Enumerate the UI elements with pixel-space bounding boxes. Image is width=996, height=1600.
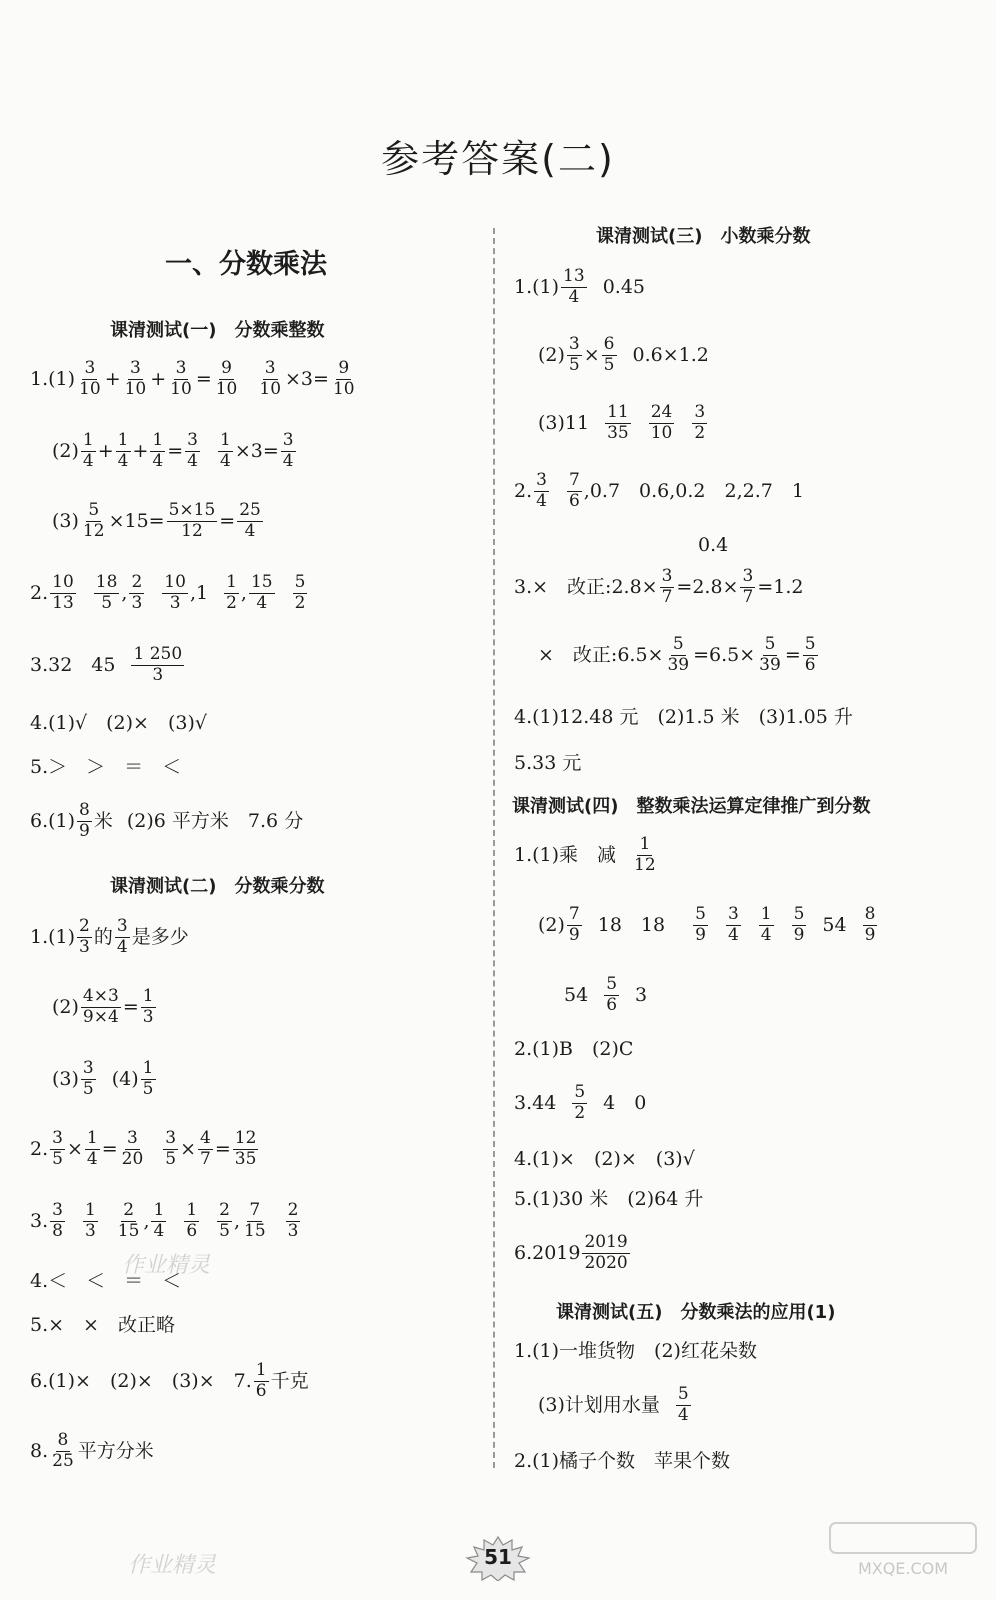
answer-line: 5.(1)30 米 (2)64 升 (514, 1188, 704, 1210)
answer-line: 6.(1)× (2)× (3)× 7. $\frac{1}{6}$ 千克 (30, 1360, 309, 1401)
site-watermark: MXQE.COM (828, 1521, 978, 1578)
site-logo-icon (828, 1521, 978, 1555)
page-number-badge (462, 1535, 534, 1581)
answer-line: (3) $\frac{5}{12}$ ×15= $\frac{5\times 15}{12}$ = $\frac{25}{4}$ (52, 500, 261, 541)
answer-line: 2. $\frac{10}{13}$ $\frac{18}{5}$ , $\frac{2}{3}$ $\frac{10}{3}$ ,1 $\frac{1}{2}$ , $\frac{15}{4}$ $\frac{5}{2}$ (30, 572, 306, 613)
answer-line: 54 $\frac{5}{6}$ 3 (564, 974, 648, 1015)
answer-line: 3.32 45 $\frac{1 250}{3}$ (30, 644, 183, 685)
answer-line: (3)11 $\frac{11}{35}$ $\frac{24}{10}$ $\frac{3}{2}$ (538, 402, 706, 443)
page-title: 参考答案(二) (381, 137, 615, 181)
answer-line: 1.(1)一堆货物 (2)红花朵数 (514, 1340, 757, 1362)
answer-line: 3.× 改正:2.8× $\frac{3}{7}$ =2.8× $\frac{3}{7}$ =1.2 (514, 566, 804, 607)
answer-line: (2) $\frac{7}{9}$ 18 18 $\frac{5}{9}$ $\frac{3}{4}$ $\frac{1}{4}$ $\frac{5}{9}$ 54 $\frac{8}{9}$ (538, 904, 876, 945)
section-heading-2: 课清测试(二) 分数乘分数 (110, 876, 325, 897)
answer-line: 0.4 (698, 534, 729, 556)
answer-line: 1.(1) $\frac{13}{4}$ 0.45 (514, 266, 645, 307)
answer-line: × 改正:6.5× $\frac{5}{39}$ =6.5× $\frac{5}{39}$ = $\frac{5}{6}$ (538, 634, 816, 675)
answer-line: 4.(1)× (2)× (3)√ (514, 1148, 695, 1170)
answer-line: (2) $\frac{1}{4}$ + $\frac{1}{4}$ + $\frac{1}{4}$ = $\frac{3}{4}$ $\frac{1}{4}$ ×3= $\frac{3}{4}$ (52, 430, 294, 471)
answer-line: 2. $\frac{3}{4}$ $\frac{7}{6}$ ,0.7 0.6,0.2 2,2.7 1 (514, 470, 804, 511)
answer-line: 1.(1) $\frac{2}{3}$ 的 $\frac{3}{4}$ 是多少 (30, 916, 189, 957)
column-divider (493, 228, 495, 1468)
page-number: 51 (484, 1545, 512, 1569)
answer-line: 4.＜ ＜ ＝ ＜ (30, 1270, 182, 1292)
answer-line: 5.＞ ＞ ＝ ＜ (30, 756, 182, 778)
answer-line: 1.(1) $\frac{3}{10}$ + $\frac{3}{10}$ + $\frac{3}{10}$ = $\frac{9}{10}$ $\frac{3}{10}$ ×3= $\frac{9}{10}$ (30, 358, 355, 399)
watermark-text: 作业精灵 (122, 1253, 211, 1278)
answer-line: 1.(1)乘 减 $\frac{1}{12}$ (514, 834, 656, 875)
answer-line: (3)计划用水量 $\frac{5}{4}$ (538, 1384, 689, 1425)
section-heading-5: 课清测试(五) 分数乘法的应用(1) (556, 1302, 836, 1323)
section-heading-4: 课清测试(四) 整数乘法运算定律推广到分数 (512, 796, 871, 817)
answer-line: 3. $\frac{3}{8}$ $\frac{1}{3}$ $\frac{2}{15}$ , $\frac{1}{4}$ $\frac{1}{6}$ $\frac{2}{5}$ , $\frac{7}{15}$ $\frac{2}{3}$ (30, 1200, 299, 1241)
section-heading-3: 课清测试(三) 小数乘分数 (596, 226, 811, 247)
answer-line: 2.(1)橘子个数 苹果个数 (514, 1450, 731, 1472)
answer-line: 4.(1)12.48 元 (2)1.5 米 (3)1.05 升 (514, 706, 853, 728)
answer-line: (2) $\frac{3}{5}$ × $\frac{6}{5}$ 0.6×1.2 (538, 334, 709, 375)
answer-line: 8. $\frac{8}{25}$ 平方分米 (30, 1430, 154, 1471)
answer-line: 5.33 元 (514, 752, 582, 774)
answer-line: 5.× × 改正略 (30, 1314, 175, 1336)
answer-line: 6.2019 $\frac{2019}{2020}$ (514, 1232, 628, 1273)
answer-line: (3) $\frac{3}{5}$ (4) $\frac{1}{5}$ (52, 1058, 154, 1099)
chapter-heading: 一、分数乘法 (165, 249, 327, 280)
watermark-text: 作业精灵 (128, 1553, 217, 1578)
answer-line: 4.(1)√ (2)× (3)√ (30, 712, 208, 734)
answer-line: (2) $\frac{4\times 3}{9\times 4}$ = $\frac{1}{3}$ (52, 986, 154, 1027)
answer-line: 6.(1) $\frac{8}{9}$ 米 (2)6 平方米 7.6 分 (30, 800, 304, 841)
answer-line: 3.44 $\frac{5}{2}$ 4 0 (514, 1082, 647, 1123)
answer-line: 2.(1)B (2)C (514, 1038, 634, 1060)
section-heading-1: 课清测试(一) 分数乘整数 (110, 320, 325, 341)
answer-line: 2. $\frac{3}{5}$ × $\frac{1}{4}$ = $\frac{3}{20}$ $\frac{3}{5}$ × $\frac{4}{7}$ = $\frac{12}{35}$ (30, 1128, 257, 1169)
